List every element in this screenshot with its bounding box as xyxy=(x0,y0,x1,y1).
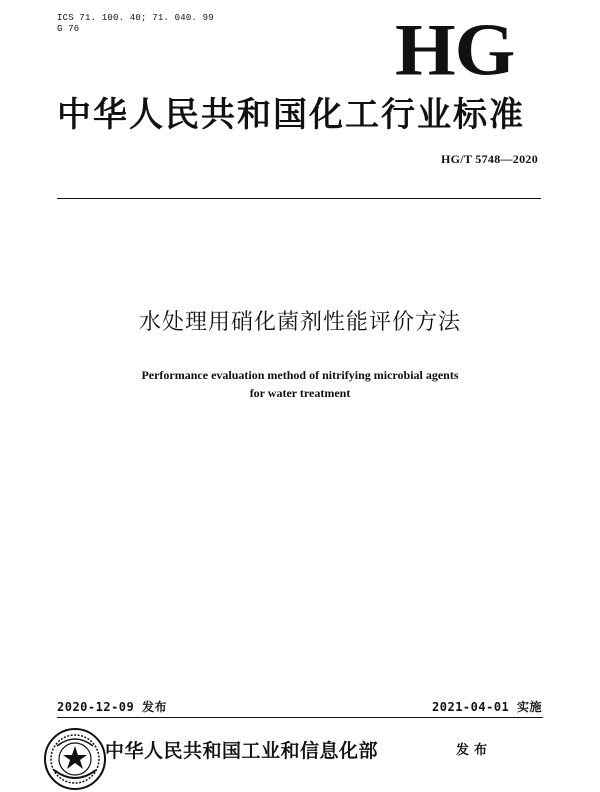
standard-number: HG/T 5748—2020 xyxy=(441,152,538,166)
document-title-chinese: 水处理用硝化菌剂性能评价方法 xyxy=(138,310,461,335)
issuing-ministry: 中华人民共和国工业和信息化部 xyxy=(105,740,379,762)
publish-label: 发布 xyxy=(456,743,493,758)
ics-code: ICS 71. 100. 40; 71. 040. 99 xyxy=(57,13,214,23)
national-emblem-icon xyxy=(42,726,108,792)
footer-divider xyxy=(57,717,543,718)
industry-standard-title: 中华人民共和国化工行业标准 xyxy=(57,95,525,135)
hg-logo: HG xyxy=(395,8,515,91)
implementation-date: 2021-04-01 实施 xyxy=(432,700,542,714)
classification-codes xyxy=(57,13,214,35)
document-title-english xyxy=(0,366,600,402)
ccs-code: G 76 xyxy=(57,24,80,34)
header-divider xyxy=(57,198,541,199)
english-title-line-2: for water treatment xyxy=(249,386,351,400)
issue-date: 2020-12-09 发布 xyxy=(57,700,167,714)
english-title-line-1: Performance evaluation method of nitrifying microbial agents xyxy=(141,368,459,382)
